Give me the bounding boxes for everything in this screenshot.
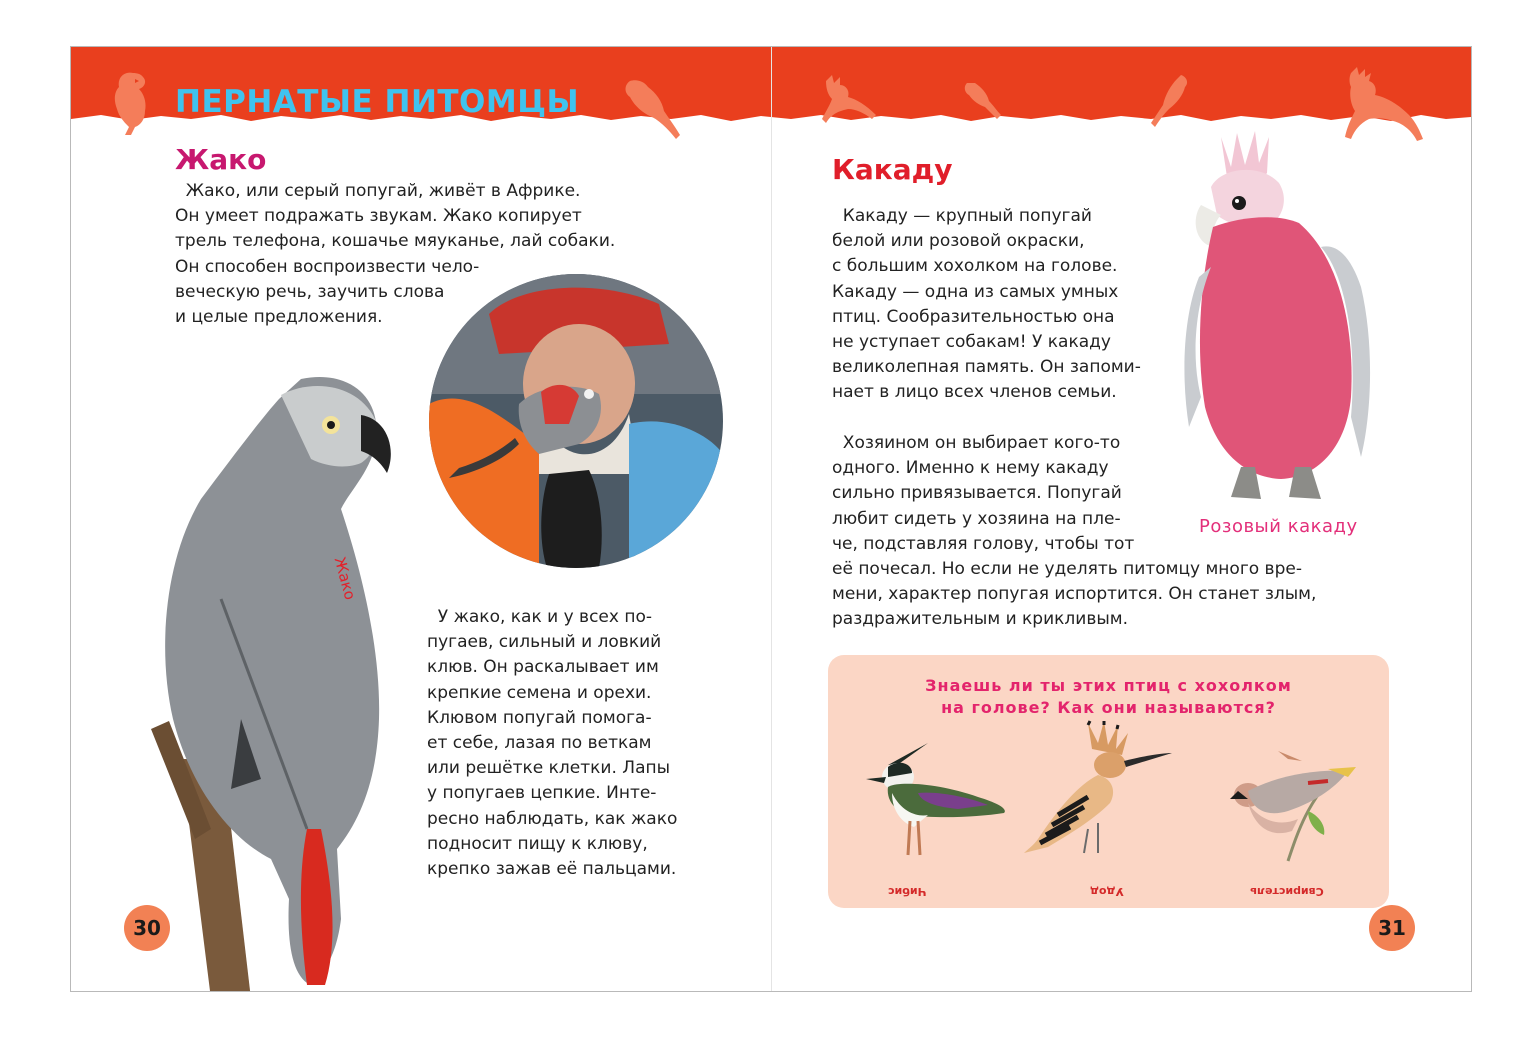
quiz-question: Знаешь ли ты этих птиц с хохолком на голове? Как они называются? bbox=[925, 676, 1292, 717]
parrot-silhouette-icon bbox=[959, 77, 1003, 121]
hoopoe-illustration bbox=[1018, 719, 1178, 869]
cockatoo-silhouette-icon bbox=[816, 73, 886, 129]
page-number-left: 30 bbox=[124, 905, 170, 951]
kakadu-intro-text: Какаду — крупный попугай белой или розовой окраски, с большим хохолком на голове. Какаду — одна из самых умных птиц. Сообразительностью она не уступает собакам! У какаду великолепная память. Он запоми- нает в лицо всех членов семьи. bbox=[832, 206, 1141, 403]
book-spread bbox=[70, 46, 1472, 992]
kakadu-owner-text: Хозяином он выбирает кого-то одного. Именно к нему какаду сильно привязывается. Попугай любит сидеть у хозяина на пле- че, подставляя голову, чтобы тот её почесал. Но если не уделять питомцу много вре- мени, характер попугая испортится. Он станет злым, раздражительным и крикливым. bbox=[832, 433, 1317, 630]
quiz-box bbox=[828, 655, 1389, 908]
quiz-answer-hoopoe: Удод bbox=[1090, 885, 1124, 898]
lapwing-illustration bbox=[858, 737, 1008, 867]
jako-photo-caption: Жако bbox=[330, 555, 360, 602]
cockatoo-photo-caption: Розовый какаду bbox=[1199, 516, 1358, 537]
parrot-silhouette-icon bbox=[1147, 71, 1197, 129]
man-with-parrot-photo bbox=[429, 274, 723, 568]
jako-beak-text: У жако, как и у всех по- пугаев, сильный и ловкий клюв. Он раскалывает им крепкие семена и орехи. Клювом попугай помога- ет себе, лазая по веткам или решётке клетки. Лапы у попугаев цепкие. Инте- ресно наблюдать, как жако подносит пищу к клюву, крепко зажав её пальцами. bbox=[427, 607, 678, 880]
quiz-answer-waxwing: Свиристель bbox=[1250, 885, 1324, 898]
jako-intro-text: Жако, или серый попугай, живёт в Африке. Он умеет подражать звукам. Жако копирует трель телефона, кошачье мяуканье, лай собаки. Он способен воспроизвести чело- веческую речь, заучить слова и целые предложения. bbox=[175, 181, 616, 328]
quiz-answer-lapwing: Чибис bbox=[888, 885, 927, 898]
parrot-silhouette-icon bbox=[618, 71, 688, 143]
page-number-right: 31 bbox=[1369, 905, 1415, 951]
waxwing-illustration bbox=[1208, 751, 1358, 871]
jako-heading: Жако bbox=[175, 143, 267, 176]
page-spine bbox=[771, 47, 772, 991]
grey-parrot-photo bbox=[111, 359, 431, 991]
parrot-silhouette-icon bbox=[105, 69, 161, 137]
kakadu-heading: Какаду bbox=[832, 153, 953, 186]
page-title: ПЕРНАТЫЕ ПИТОМЦЫ bbox=[175, 84, 580, 120]
pink-cockatoo-photo bbox=[1171, 127, 1381, 507]
